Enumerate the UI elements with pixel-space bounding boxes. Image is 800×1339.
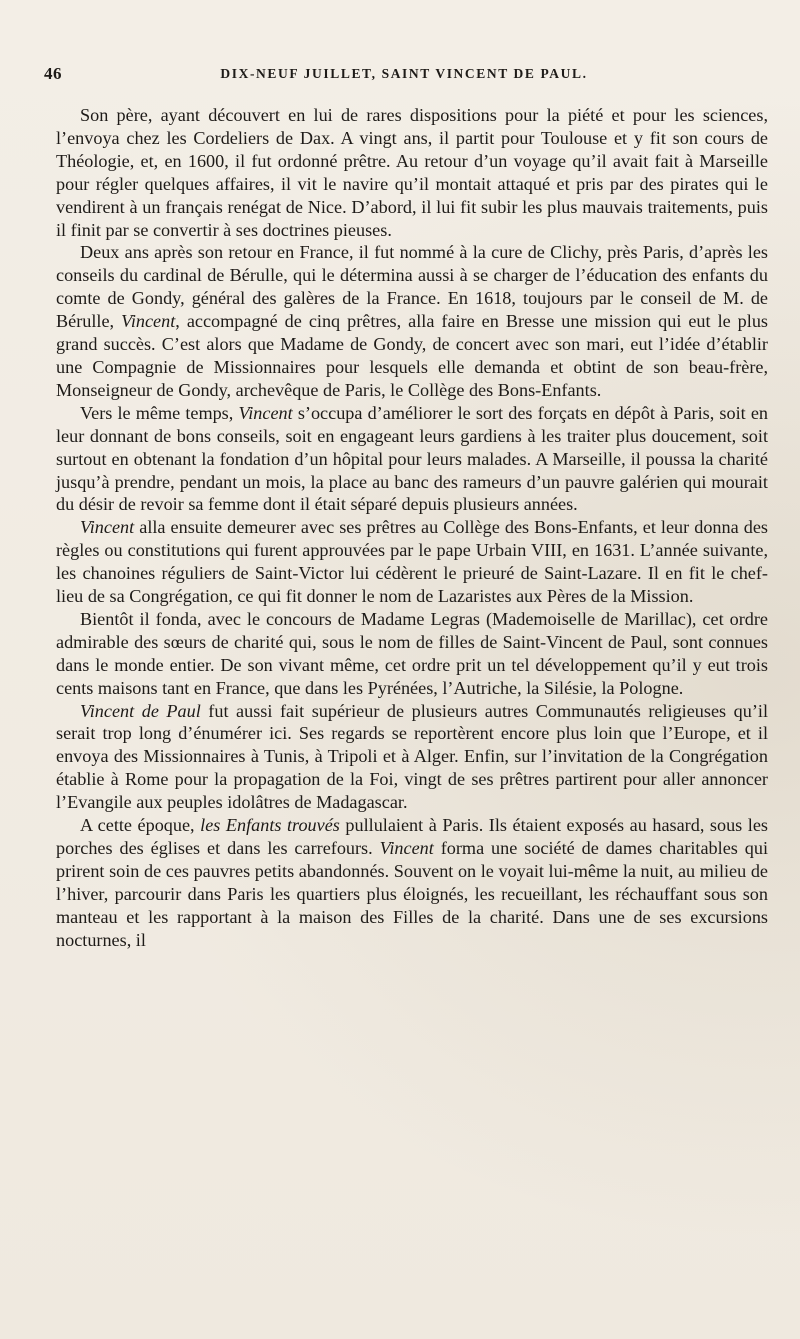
running-title: DIX-NEUF JUILLET, SAINT VINCENT DE PAUL. — [220, 66, 588, 81]
emphasis: les Enfants trouvés — [200, 815, 340, 836]
emphasis: Vincent — [80, 517, 135, 538]
page-number: 46 — [44, 64, 62, 83]
emphasis: Vincent — [238, 402, 293, 423]
emphasis: Vincent de Paul — [80, 700, 201, 721]
paragraph: Son père, ayant découvert en lui de rares dispositions pour la piété et pour les sciences, l’envoya chez les Cordeliers de Dax. A vingt ans, il partit pour Toulouse et y fit son cours de Théologie, et, en 1600, il fut ordonné prêtre. Au retour d’un voyage qu’il avait fait à Marseille pour régler quelques affaires, il vit le navire qu’il montait attaqué et pris par des pirates qui le vendirent à un français renégat de Nice. D’abord, il lui fit subir les plus mauvais traitements, puis il finit par se convertir à ses doctrines pieuses. — [56, 105, 768, 240]
running-head — [44, 64, 764, 88]
paragraph: Vers le même temps, Vincent s’occupa d’améliorer le sort des forçats en dépôt à Paris, soit en leur donnant de bons conseils, soit en engageant leurs gardiens à les traiter plus doucement, soit surtout en obtenant la fondation d’un hôpital pour leurs malades. A Marseille, il poussa la charité jusqu’à prendre, pendant un mois, la place au banc des rameurs d’un pauvre galérien qui mourait du désir de revoir sa femme dont il était séparé depuis plusieurs années. — [56, 402, 769, 515]
paragraph: Vincent alla ensuite demeurer avec ses prêtres au Collège des Bons-Enfants, et leur donna des règles ou constitutions qui furent approuvées par le pape Urbain VIII, en 1631. L’année suivante, les chanoines réguliers de Saint-Victor lui cédèrent le prieuré de Saint-Lazare. Il en fit le chef-lieu de sa Congrégation, ce qui fit donner le nom de Lazaristes aux Pères de la Mission. — [56, 517, 768, 607]
paragraph: Bientôt il fonda, avec le concours de Madame Legras (Mademoiselle de Marillac), cet ordre admirable des sœurs de charité qui, sous le nom de filles de Saint-Vincent de Paul, sont connues dans le monde entier. De son vivant même, cet ordre prit un tel développement qu’il y eut trois cents maisons tant en France, que dans les Pyrénées, l’Autriche, la Silésie, la Pologne. — [56, 608, 768, 698]
paragraph: Deux ans après son retour en France, il fut nommé à la cure de Clichy, près Paris, d’après les conseils du cardinal de Bérulle, qui le détermina aussi à se charger de l’éducation des enfants du comte de Gondy, général des galères de la France. En 1618, toujours par le conseil de M. de Bérulle, Vincent, accompagné de cinq prêtres, alla faire en Bresse une mission qui eut le plus grand succès. C’est alors que Madame de Gondy, de concert avec son mari, eut l’idée d’établir une Compagnie de Missionnaires pour lesquels elle demanda et obtint de son beau-frère, Monseigneur de Gondy, archevêque de Paris, le Collège des Bons-Enfants. — [56, 242, 768, 400]
paragraph: Vincent de Paul fut aussi fait supérieur de plusieurs autres Communautés religieuses qu’il serait trop long d’énumérer ici. Ses regards se reportèrent encore plus loin que l’Europe, et il envoya des Missionnaires à Tunis, à Tripoli et à Alger. Enfin, sur l’invitation de la Congrégation établie à Rome pour la propagation de la Foi, vingt de ses prêtres partirent pour aller annoncer l’Evangile aux peuples idolâtres de Madagascar. — [56, 700, 769, 813]
paragraph: A cette époque, les Enfants trouvés pullulaient à Paris. Ils étaient exposés au hasard, sous les porches des églises et dans les carrefours. Vincent forma une société de dames charitables qui prirent soin de ces pauvres petits abandonnés. Souvent on le voyait lui-même la nuit, au milieu de l’hiver, parcourir dans Paris les quartiers plus éloignés, les recueillant, les réchauffant sous son manteau et les rapportant à la maison des Filles de la charité. Dans une de ses excursions nocturnes, il — [56, 815, 769, 950]
emphasis: Vincent — [379, 838, 434, 858]
body-text — [56, 104, 768, 952]
emphasis: Vincent — [121, 311, 176, 332]
